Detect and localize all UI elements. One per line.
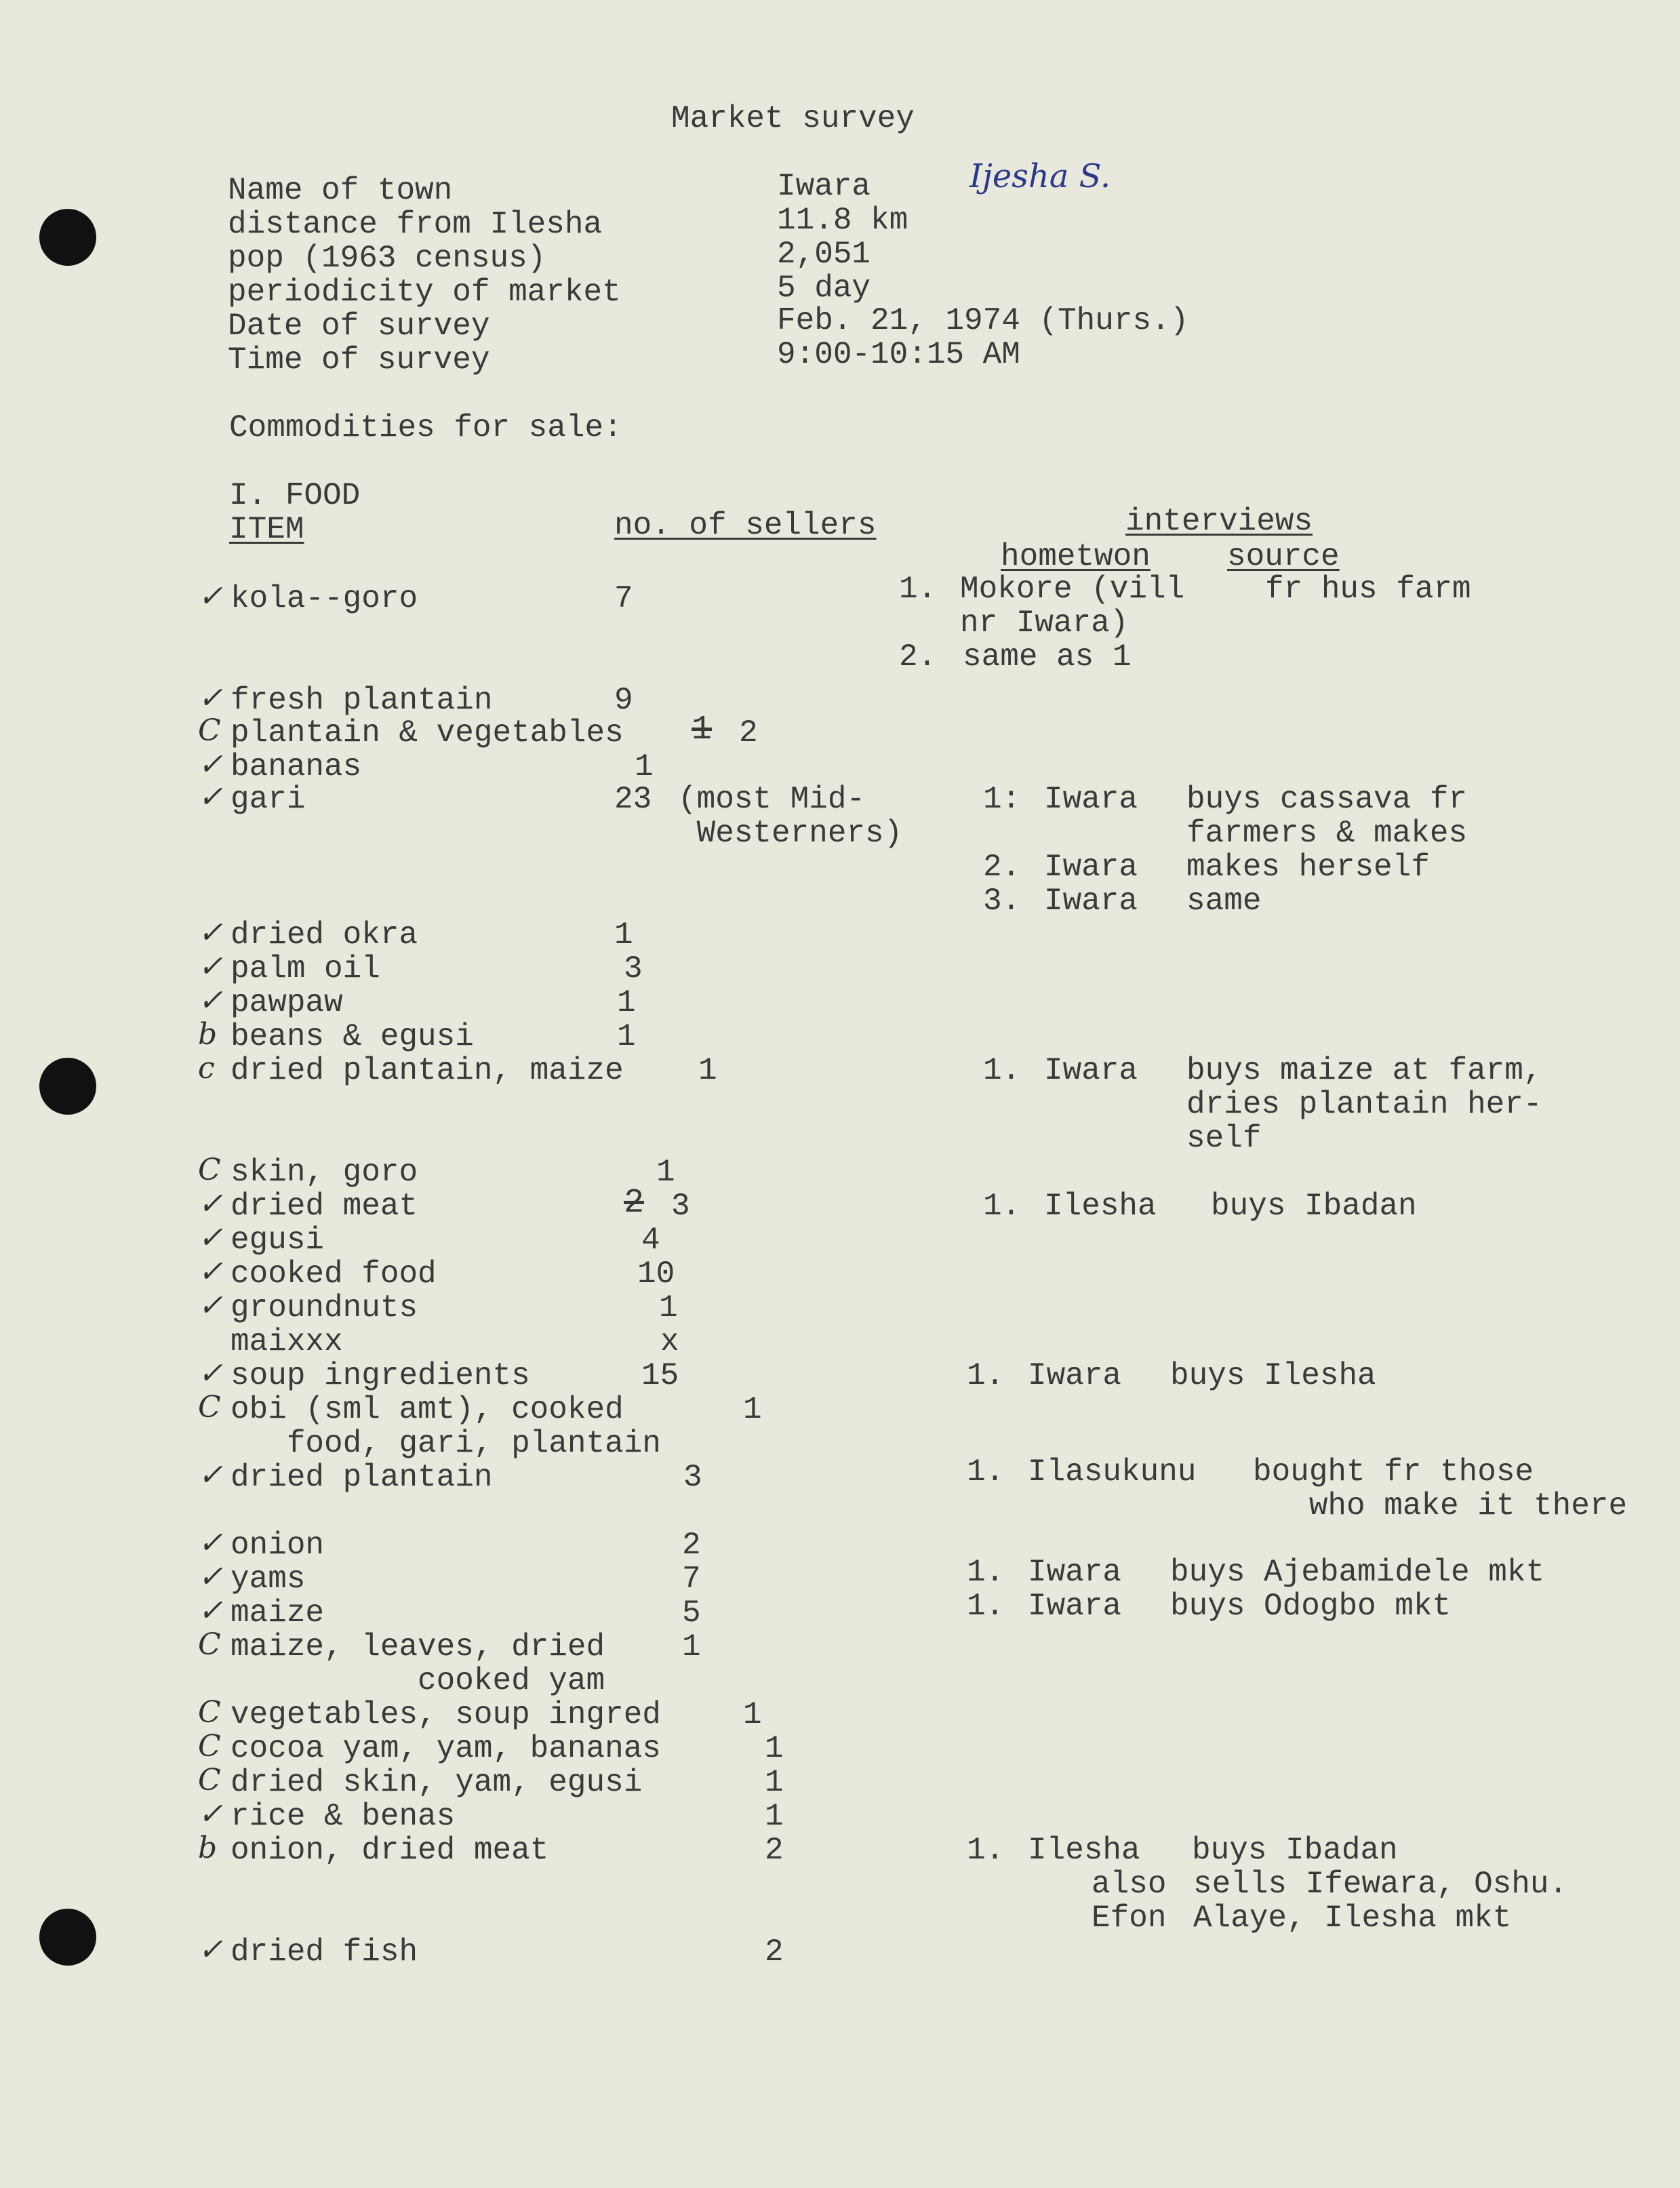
column-header-source: source [1227,539,1340,574]
row-item: dried plantain [231,1460,493,1495]
punch-hole-bottom [39,1909,96,1966]
interview-source: Alaye, Ilesha mkt [1193,1901,1512,1936]
interview-hometown: same as 1 [963,639,1132,675]
row-check-mark: ✓ [198,747,223,782]
interview-number: 1. [983,1053,1021,1088]
interview-source: buys cassava fr farmers & makes [1186,782,1468,851]
row-struck-count: 1 [692,711,713,749]
row-item: yams [231,1562,306,1597]
handwritten-note: Ijesha S. [969,157,1111,195]
row-sellers: 2 [765,1833,784,1868]
row-sellers: 7 [682,1562,701,1597]
row-item: beans & egusi [231,1019,474,1054]
interview-hometown: Iwara [1044,1053,1138,1088]
row-check-mark: C [198,1763,221,1797]
row-item: dried fish [231,1934,418,1970]
interview-source: buys Ibadan [1192,1833,1398,1868]
interview-hometown: Efon [1092,1901,1167,1936]
row-item: dried okra [231,917,418,953]
interview-hometown: Mokore (vill nr Iwara) [960,572,1185,641]
row-check-mark: C [198,713,221,748]
row-check-mark: b [198,1017,218,1052]
row-check-mark: ✓ [198,1526,223,1560]
row-check-mark: C [198,1695,221,1730]
row-sellers: 7 [614,581,633,616]
interview-number: 2. [983,850,1021,885]
row-item: gari [231,782,306,817]
row-sellers: 1 [765,1799,784,1834]
row-check-mark: ✓ [198,1220,223,1255]
interview-number: 2. [899,639,937,675]
row-struck-count: 2 [624,1184,645,1222]
row-item: obi (sml amt), cooked food, gari, plantain [231,1392,661,1461]
header-value: 2,051 [777,237,871,272]
row-item: palm oil [231,951,380,987]
row-sellers: 1 [743,1697,762,1732]
row-item: groundnuts [231,1290,418,1326]
row-item: plantain & vegetables [231,715,624,751]
interview-hometown: Iwara [1044,883,1138,919]
row-check-mark: ✓ [198,1932,223,1967]
row-sellers: 1 [765,1731,784,1766]
row-item: egusi [231,1222,325,1258]
row-item: dried skin, yam, egusi [231,1765,643,1800]
header-label: Name of town [228,173,453,208]
row-item: maize, leaves, dried cooked yam [231,1629,605,1698]
row-check-mark: ✓ [198,915,223,950]
interview-number: 1. [967,1589,1005,1624]
row-sellers: 9 [614,683,633,718]
row-check-mark: ✓ [198,780,223,814]
row-item: fresh plantain [231,683,493,718]
row-check-mark: ✓ [198,579,223,614]
interview-hometown: Ilesha [1044,1189,1157,1224]
row-sellers: 3 [683,1460,702,1495]
row-check-mark: ✓ [198,949,223,984]
row-item: bananas [231,749,362,784]
interview-hometown: Iwara [1044,782,1138,817]
row-item: maize [231,1595,325,1631]
row-check-mark: ✓ [198,1288,223,1323]
row-sellers: 3 [624,951,643,987]
interview-source: buys Ajebamidele mkt [1170,1555,1545,1590]
row-check-mark: C [198,1390,221,1425]
row-check-mark: C [198,1627,221,1662]
commodities-label: Commodities for sale: [229,410,622,445]
interview-source: buys Odogbo mkt [1170,1589,1452,1624]
interview-hometown: Iwara [1028,1358,1122,1393]
row-sellers: 10 [637,1256,675,1292]
row-item: pawpaw [231,985,343,1020]
row-sellers: 2 [682,1528,701,1563]
row-check-mark: ✓ [198,1458,223,1492]
interview-source: bought fr those who make it there [1253,1454,1628,1524]
header-label: pop (1963 census) [228,241,546,276]
interview-number: 1. [967,1833,1005,1868]
row-item: skin, goro [231,1155,418,1190]
column-header-interviews: interviews [1125,504,1313,539]
row-sellers: 1 [617,1019,636,1054]
interview-hometown: also [1092,1867,1167,1902]
row-sellers: 4 [641,1222,660,1258]
interview-hometown: Iwara [1028,1589,1122,1624]
page-title: Market survey [671,101,915,136]
interview-source: sells Ifewara, Oshu. [1193,1867,1568,1902]
interview-hometown: Ilasukunu [1028,1454,1197,1490]
row-sellers: 1 [698,1053,717,1088]
row-check-mark: ✓ [198,983,223,1018]
header-label: periodicity of market [228,275,621,310]
interview-number: 3. [983,883,1021,919]
row-item: vegetables, soup ingred [231,1697,661,1732]
row-note: (most Mid- Westerners) [678,782,903,851]
interview-source: fr hus farm [1265,572,1471,607]
punch-hole-top [39,209,96,266]
row-sellers: 2 [765,1934,784,1970]
header-value: 9:00-10:15 AM [777,337,1020,372]
interview-number: 1. [967,1358,1005,1393]
row-item: onion, dried meat [231,1833,549,1868]
row-check-mark: ✓ [198,1593,223,1628]
column-header-sellers: no. of sellers [614,508,877,543]
row-sellers: 1 [617,985,636,1020]
header-value: Feb. 21, 1974 (Thurs.) [777,303,1189,338]
interview-number: 1. [983,1189,1021,1224]
row-sellers: 1 [682,1629,701,1665]
row-sellers: 15 [641,1358,679,1393]
row-item: dried meat [231,1189,418,1224]
row-item: kola--goro [231,581,418,616]
row-item: cooked food [231,1256,437,1292]
row-check-mark: ✓ [198,1254,223,1289]
column-header-hometown: hometwon [1001,539,1151,574]
row-sellers: 1 [614,917,633,953]
row-check-mark: ✓ [198,1559,223,1594]
row-item: onion [231,1528,325,1563]
interview-number: 1: [983,782,1021,817]
row-sellers: 5 [682,1595,701,1631]
interview-source: buys maize at farm, dries plantain her- self [1186,1053,1542,1156]
punch-hole-middle [39,1058,96,1115]
row-check-mark: ✓ [198,1356,223,1391]
row-sellers: 1 [656,1155,675,1190]
row-sellers: 1 [765,1765,784,1800]
row-check-mark: b [198,1831,218,1865]
header-label: Time of survey [228,342,490,378]
header-value: Iwara [777,169,871,204]
row-sellers: 1 [659,1290,678,1326]
header-value: 5 day [777,271,871,306]
row-check-mark: c [198,1051,215,1086]
row-sellers: 1 [743,1392,762,1427]
row-check-mark: ✓ [198,681,223,715]
section-heading: I. FOOD [229,478,361,513]
header-value: 11.8 km [777,203,908,238]
interview-number: 1. [967,1454,1005,1490]
interview-source: same [1186,883,1262,919]
row-item: dried plantain, maize [231,1053,624,1088]
interview-hometown: Iwara [1044,850,1138,885]
row-sellers: 2 [739,715,758,751]
header-label: Date of survey [228,309,490,344]
row-item: maixxx [231,1324,343,1359]
interview-hometown: Ilesha [1028,1833,1140,1868]
row-sellers: 3 [671,1189,690,1224]
interview-hometown: Iwara [1028,1555,1122,1590]
row-check-mark: ✓ [198,1797,223,1831]
row-item: rice & benas [231,1799,456,1834]
interview-source: makes herself [1186,850,1430,885]
row-sellers: 23 [614,782,652,817]
column-header-item: ITEM [229,512,304,547]
interview-source: buys Ibadan [1211,1189,1417,1224]
row-item: cocoa yam, yam, bananas [231,1731,661,1766]
row-item: soup ingredients [231,1358,530,1393]
interview-number: 1. [967,1555,1005,1590]
row-sellers: x [660,1324,679,1359]
row-sellers: 1 [635,749,654,784]
header-label: distance from Ilesha [228,207,603,242]
interview-source: buys Ilesha [1170,1358,1376,1393]
interview-number: 1. [899,572,937,607]
row-check-mark: C [198,1153,221,1187]
row-check-mark: C [198,1729,221,1764]
row-check-mark: ✓ [198,1187,223,1221]
